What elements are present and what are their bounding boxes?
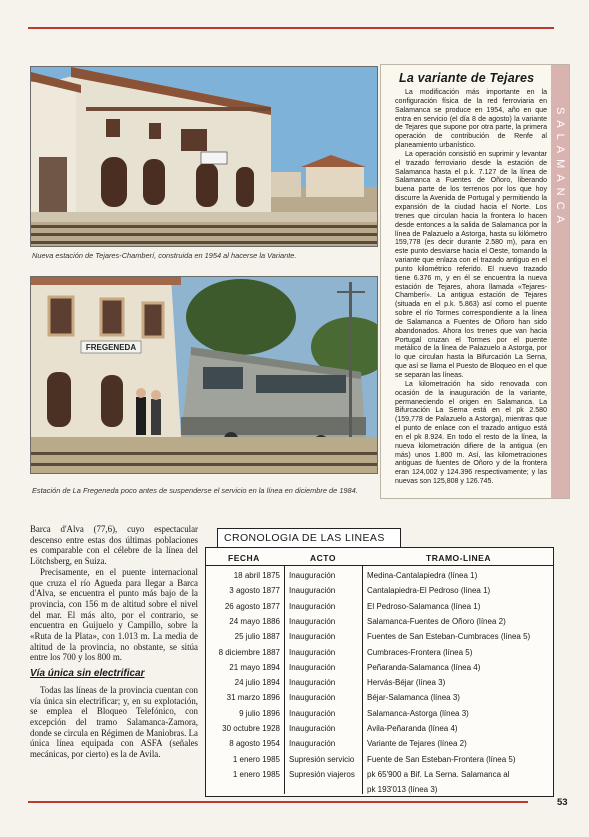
table-cell-fecha: 1 enero 1985 [232, 769, 280, 779]
table-row [206, 739, 553, 755]
table-cell-tramo: Fuente de San Esteban-Frontera (línea 5) [367, 754, 516, 764]
table-row [206, 785, 553, 801]
table-row [206, 632, 553, 648]
column-header-acto: ACTO [310, 553, 336, 563]
table-cell-acto: Inauguración [289, 601, 336, 611]
article-paragraph: Barca d'Alva (77,6), cuyo espectacular descenso entre estas dos últimas poblaciones es comparable con el célebre de la línea del Lötchsberg, en Suiza. [30, 524, 198, 567]
table-cell-tramo: Cantalapiedra-El Pedroso (línea 1) [367, 586, 491, 596]
table-cell-fecha: 18 abril 1875 [233, 571, 280, 580]
chronology-header [206, 551, 553, 566]
table-cell-acto: Inauguración [289, 662, 336, 672]
table-cell-acto: Inauguración [289, 739, 336, 749]
station-sign-fregeneda: FREGENEDA [85, 343, 137, 352]
table-cell-fecha: 9 julio 1896 [239, 708, 280, 718]
table-cell-tramo: Medina-Cantalapiedra (línea 1) [367, 571, 478, 580]
table-cell-tramo: Variante de Tejares (línea 2) [367, 739, 467, 749]
table-row [206, 678, 553, 694]
photo-caption-tejares: Nueva estación de Tejares-Chamberí, construida en 1954 al hacerse la Variante. [32, 251, 297, 260]
table-cell-tramo: pk 65'900 a Bif. La Serna. Salamanca al [367, 769, 510, 779]
table-cell-acto: Supresión viajeros [289, 769, 355, 779]
sidebar-paragraph: La modificación más importante en la configuración física de la red ferroviaria en Salamanca se produce en 1954, año en que entra en servicio (el día 8 de agosto) la variante de Tejares que supone por otra parte, la primera operación de contribución de Renfe al planeamiento urbanístico. [395, 89, 547, 150]
table-row [206, 693, 553, 709]
table-cell-acto: Inauguración [289, 571, 336, 580]
table-cell-fecha: 26 agosto 1877 [224, 601, 280, 611]
table-row [206, 586, 553, 602]
table-cell-acto: Supresión servicio [289, 754, 355, 764]
page-number: 53 [557, 797, 568, 808]
table-cell-fecha: 1 enero 1985 [232, 754, 280, 764]
table-row [206, 724, 553, 740]
sidebar-paragraph: La operación consistió en suprimir y levantar el trazado ferroviario desde la estación de Salamanca hasta el p.k. 7.127 de la línea de Salamanca a Fuentes de Oñoro, liberando buena parte de los terrenos por los que hoy discurre la Avenida de Portugal y permitiendo la expansión de la ciudad hacia el Norte. Los trenes que circulan hacia la frontera lo hacen desde entonces a la salida de Salamanca por la línea de Palazuelo a Astorga, hasta su kilómetro 159,778 (es decir durante 2.580 m), para en este punto desviarse hacia el Oeste, tomando la variante que enlaza con el trazado antiguo en el punto kilométrico referido. El nuevo trazado tiene 6.376 m, y en él se encuentra la nueva estación de Tejares, ahora llamada «Tejares-Chamberí». La antigua estación de Tejares (situada en el p.k. 5.863) así como el puente sobre el río Tormes correspondiente a la línea de Salamanca a Fuentes de Oñoro han sido abandonados. Ahora los trenes que van hacia Portugal cruzan el Tormes por el puente metálico de la línea de Palazuelo a Astorga, por lo que circulan hasta la Bifurcación La Serna, que así se llama el Puesto de Bloqueo en el que se separan las líneas. [395, 150, 547, 379]
photo-caption-fregeneda: Estación de La Fregeneda poco antes de suspenderse el servicio en la línea en diciembre de 1984. [32, 486, 358, 495]
table-cell-fecha: 24 julio 1894 [234, 678, 280, 688]
section-heading: Vía única sin electrificar [30, 668, 145, 680]
top-rule [28, 27, 554, 29]
table-cell-fecha: 31 marzo 1896 [226, 693, 280, 703]
chronology-table [205, 547, 554, 797]
sidebar-variante-tejares [380, 64, 570, 499]
article-paragraph: Todas las líneas de la provincia cuentan con vía única sin electrificar; y, en su explotación, se emplea el Bloqueo Telefónico, con excepción del tramo Salamanca-Zamora, donde se circula en Régimen de Maniobras. La única línea equipada con ASFA (señales mecánicas, por cierto) es la de Avila. [30, 684, 198, 760]
table-cell-fecha: 24 mayo 1886 [229, 616, 280, 626]
table-cell-fecha: 25 julio 1887 [234, 632, 280, 642]
table-cell-tramo: Hervás-Béjar (línea 3) [367, 678, 446, 688]
table-cell-acto: Inauguración [289, 693, 336, 703]
table-cell-tramo: pk 193'013 (línea 3) [367, 785, 438, 795]
table-cell-tramo: Cumbraces-Frontera (línea 5) [367, 647, 473, 657]
sidebar-title: La variante de Tejares [399, 71, 535, 85]
table-cell-acto: Inauguración [289, 616, 336, 626]
table-cell-fecha: 3 agosto 1877 [229, 586, 280, 596]
article-text [30, 524, 198, 760]
table-row [206, 602, 553, 618]
table-cell-tramo: El Pedroso-Salamanca (línea 1) [367, 601, 481, 611]
article-paragraph: Precisamente, en el puente internacional que cruza el río Agueda para llegar a Barca d'Alva, se encuentra el punto más bajo de la provincia, con 156 m de altitud sobre el nivel del mar. El más alto, por el contrario, se encuentra en Guijuelo y Campillo, sobre la «Ruta de la Plata», con 1.013 m. La media de altitud de la provincia, no obstante, se sitúa entre los 700 y los 800 m. [30, 566, 198, 663]
table-cell-tramo: Béjar-Salamanca (línea 3) [367, 693, 460, 703]
column-header-fecha: FECHA [228, 553, 260, 563]
table-cell-tramo: Salamanca-Fuentes de Oñoro (línea 2) [367, 616, 506, 626]
table-cell-acto: Inauguración [289, 708, 336, 718]
table-cell-tramo: Salamanca-Astorga (línea 3) [367, 708, 469, 718]
sidebar-body [395, 89, 547, 487]
table-cell-tramo: Peñaranda-Salamanca (línea 4) [367, 662, 481, 672]
bottom-rule [28, 801, 528, 803]
photo-fregeneda-station [30, 276, 378, 474]
table-cell-acto: Inauguración [289, 632, 336, 642]
table-row [206, 770, 553, 786]
table-row [206, 709, 553, 725]
column-header-tramo: TRAMO-LINEA [426, 553, 491, 563]
photo-tejares-station [30, 66, 378, 247]
table-row [206, 648, 553, 664]
table-cell-tramo: Fuentes de San Esteban-Cumbraces (línea 5) [367, 632, 531, 642]
chronology-title: CRONOLOGIA DE LAS LINEAS [217, 528, 401, 548]
table-cell-tramo: Avila-Peñaranda (línea 4) [367, 724, 458, 733]
table-cell-fecha: 30 octubre 1928 [222, 724, 280, 733]
table-cell-fecha: 21 mayo 1894 [229, 662, 280, 672]
table-row [206, 755, 553, 771]
table-row [206, 617, 553, 633]
table-cell-acto: Inauguración [289, 647, 336, 657]
table-cell-acto: Inauguración [289, 724, 336, 733]
table-row [206, 571, 553, 587]
section-label: SALAMANCA [554, 107, 566, 229]
table-cell-fecha: 8 diciembre 1887 [218, 647, 280, 657]
table-cell-fecha: 8 agosto 1954 [229, 739, 280, 749]
sidebar-paragraph: La kilometración ha sido renovada con ocasión de la inauguración de la variante, permaneciendo el origen en Salamanca. La Bifurcación La Serna está en el pk 2.580 (159,778 de Palazuelo a Astorga), mientras que el punto de enlace con el trazado antiguo está en el pk 8.924. En todo el resto de la línea, la nueva kilometración difiere de la antigua (en más) unos 1.800 m. Así, las kilometraciones antiguas de fuentes de Oñoro y de la frontera eran 124,002 y 124.396 respectivamente; y las nuevas son 125,808 y 126.745. [395, 380, 547, 486]
table-row [206, 663, 553, 679]
table-cell-acto: Inauguración [289, 586, 336, 596]
table-cell-acto: Inauguración [289, 678, 336, 688]
